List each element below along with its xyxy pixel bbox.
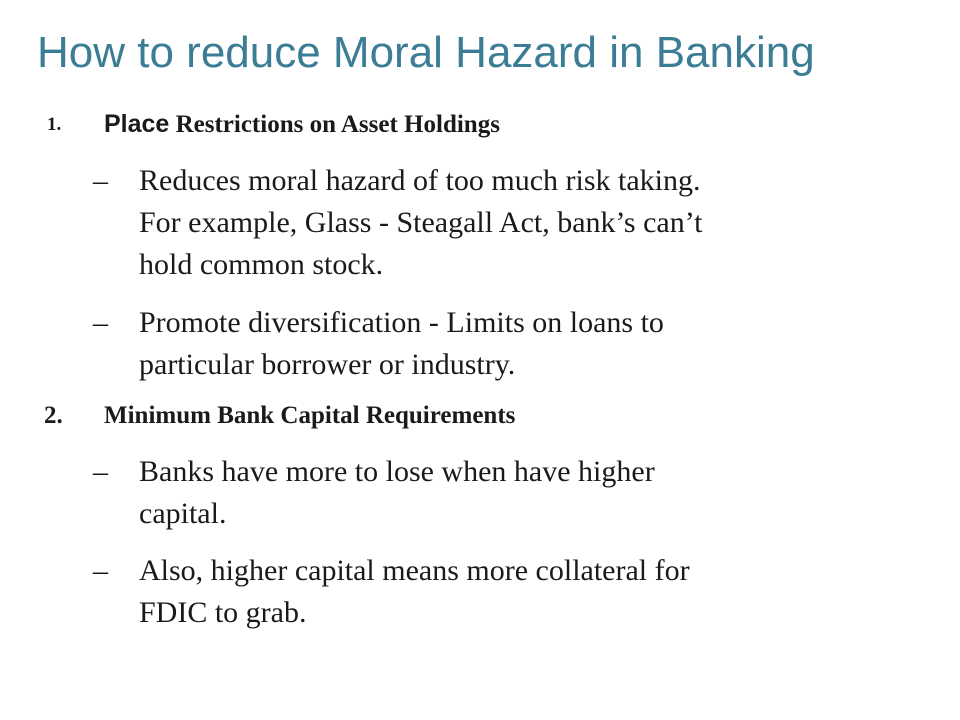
bullet-text — [139, 160, 939, 286]
bullet-text — [139, 550, 939, 634]
bullet-line: capital. — [139, 497, 227, 530]
section-1-heading-lead: Place — [104, 110, 170, 138]
bullet-marker: – — [93, 455, 108, 488]
section-1-number: 1. — [47, 114, 62, 135]
bullet-line: Promote diversification - Limits on loans to — [139, 306, 664, 339]
bullet-line: For example, Glass - Steagall Act, bank’s can’t — [139, 206, 703, 239]
bullet-line: FDIC to grab. — [139, 596, 307, 629]
section-2-heading-text: Minimum Bank Capital Requirements — [104, 402, 516, 429]
section-2-number: 2. — [44, 402, 63, 429]
section-1-heading-rest: Restrictions on Asset Holdings — [175, 111, 500, 138]
section-2-heading — [0, 402, 960, 438]
slide-title: How to reduce Moral Hazard in Banking — [37, 28, 815, 77]
bullet-marker: – — [93, 306, 108, 339]
bullet-text — [139, 302, 939, 386]
bullet-line: hold common stock. — [139, 248, 384, 281]
bullet-line: Also, higher capital means more collateral for — [139, 554, 690, 587]
section-1-heading — [0, 110, 960, 146]
bullet-marker: – — [93, 164, 108, 197]
bullet-text — [139, 451, 939, 535]
bullet-line: Reduces moral hazard of too much risk taking. — [139, 164, 701, 197]
section-1-heading-text — [104, 110, 500, 139]
bullet-marker: – — [93, 554, 108, 587]
bullet-line: Banks have more to lose when have higher — [139, 455, 655, 488]
bullet-line: particular borrower or industry. — [139, 348, 516, 381]
